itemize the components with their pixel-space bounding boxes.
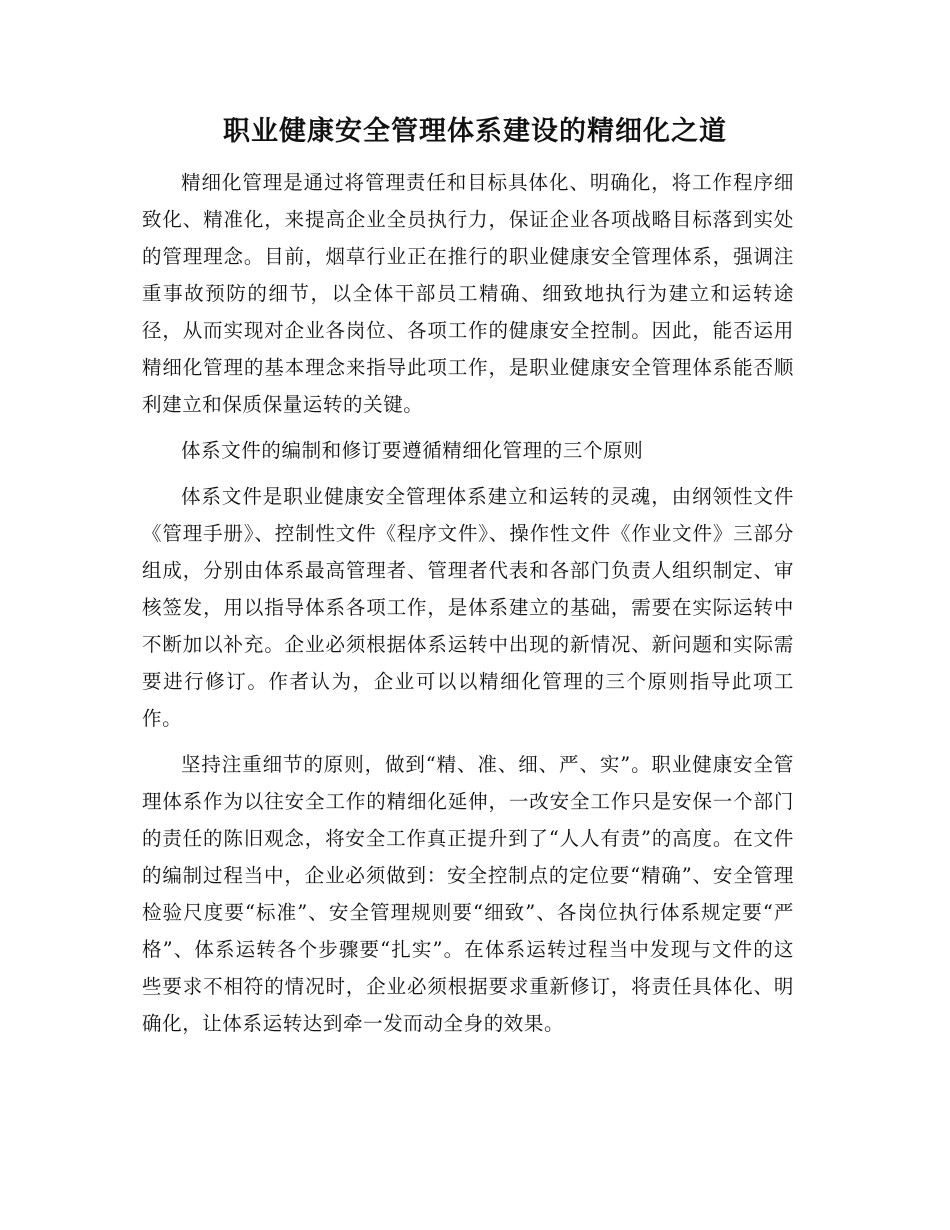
- paragraph-system-documents: 体系文件是职业健康安全管理体系建立和运转的灵魂，由纲领性文件《管理手册》、控制性文件《程序文件》、操作性文件《作业文件》三部分组成，分别由体系最高管理者、管理者代表和各部门负责人组织制定、审核签发，用以指导体系各项工作，是体系建立的基础，需要在实际运转中不断加以补充。企业必须根据体系运转中出现的新情况、新问题和实际需要进行修订。作者认为，企业可以以精细化管理的三个原则指导此项工作。: [142, 485, 794, 730]
- document-body: [142, 164, 794, 1042]
- paragraph-intro: 精细化管理是通过将管理责任和目标具体化、明确化，将工作程序细致化、精准化，来提高企业全员执行力，保证企业各项战略目标落到实处的管理理念。目前，烟草行业正在推行的职业健康安全管理体系，强调注重事故预防的细节，以全体干部员工精确、细致地执行为建立和运转途径，从而实现对企业各岗位、各项工作的健康安全控制。因此，能否运用精细化管理的基本理念来指导此项工作，是职业健康安全管理体系能否顺利建立和保质保量运转的关键。: [142, 171, 794, 416]
- paragraph-detail-principle: 坚持注重细节的原则，做到“精、准、细、严、实”。职业健康安全管理体系作为以往安全工作的精细化延伸，一改安全工作只是安保一个部门的责任的陈旧观念，将安全工作真正提升到了“人人有责”的高度。在文件的编制过程当中，企业必须做到：安全控制点的定位要“精确”、安全管理检验尺度要“标准”、安全管理规则要“细致”、各岗位执行体系规定要“严格”、体系运转各个步骤要“扎实”。在体系运转过程当中发现与文件的这些要求不相符的情况时，企业必须根据要求重新修订，将责任具体化、明确化，让体系运转达到牵一发而动全身的效果。: [142, 753, 794, 1035]
- section-heading: 体系文件的编制和修订要遵循精细化管理的三个原则: [181, 439, 644, 462]
- document-title: 职业健康安全管理体系建设的精细化之道: [223, 116, 727, 147]
